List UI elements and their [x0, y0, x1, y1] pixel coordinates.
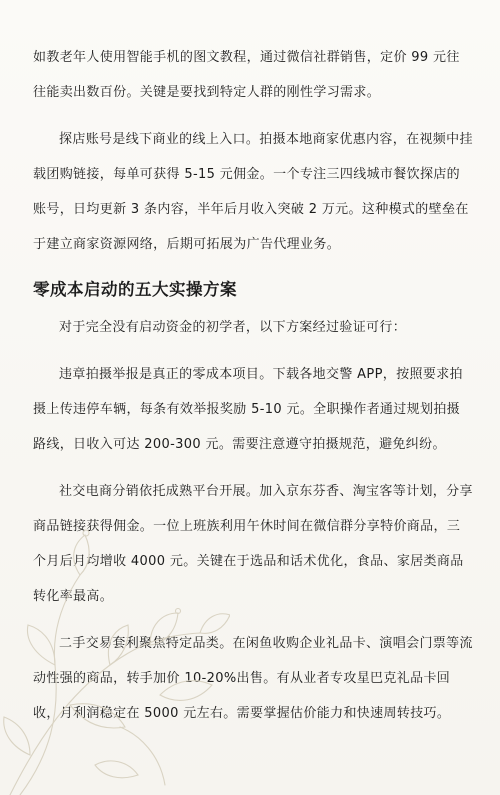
- paragraph-social-ecommerce: 社交电商分销依托成熟平台开展。加入京东芬香、淘宝客等计划，分享商品链接获得佣金。一位上班族利用午休时间在微信群分享特价商品，三个月后月均增收 4000 元。关键在于选品和话术优化，食品、家居类商品转化率最高。: [33, 484, 473, 604]
- paragraph-elderly-tutorial: 如教老年人使用智能手机的图文教程，通过微信社群销售，定价 99 元往往能卖出数百份。关键是要找到特定人群的刚性学习需求。: [33, 50, 460, 100]
- paragraph-second-hand-trading: 二手交易套利聚焦特定品类。在闲鱼收购企业礼品卡、演唱会门票等流动性强的商品，转手加价 10-20%出售。有从业者专攻星巴克礼品卡回收，月利润稳定在 5000 元左右。需要掌握估价能力和快速周转技巧。: [33, 636, 473, 721]
- section-heading: 零成本启动的五大实操方案: [33, 280, 237, 299]
- document-content: [33, 40, 473, 743]
- paragraph-intro: 对于完全没有启动资金的初学者，以下方案经过验证可行：: [59, 320, 407, 335]
- paragraph-traffic-report: 违章拍摄举报是真正的零成本项目。下载各地交警 APP，按照要求拍摄上传违停车辆，每条有效举报奖励 5-10 元。全职操作者通过规划拍摄路线，日收入可达 200-300 元。需要注意遵守拍摄规范，避免纠纷。: [33, 367, 463, 452]
- paragraph-store-visit-account: 探店账号是线下商业的线上入口。拍摄本地商家优惠内容，在视频中挂载团购链接，每单可获得 5-15 元佣金。一个专注三四线城市餐饮探店的账号，日均更新 3 条内容，半年后月收入突破 2 万元。这种模式的壁垒在于建立商家资源网络，后期可拓展为广告代理业务。: [33, 132, 473, 252]
